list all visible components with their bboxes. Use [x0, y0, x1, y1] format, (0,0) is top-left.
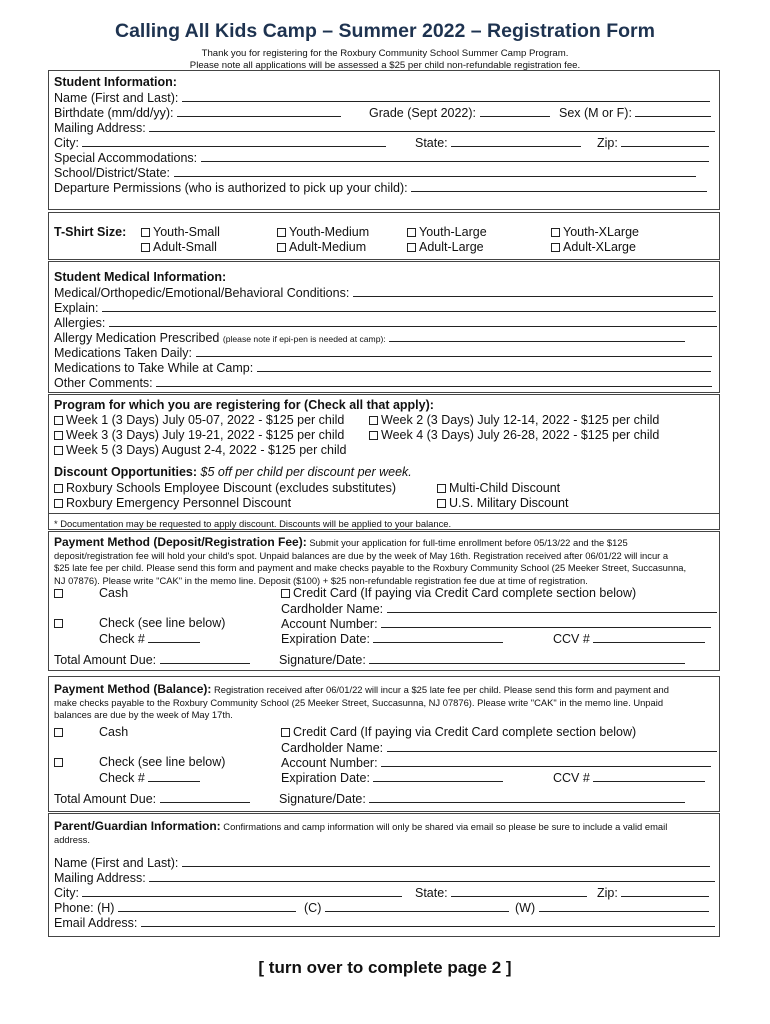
tshirt-youth-xlarge[interactable]: Youth-XLarge	[551, 225, 639, 240]
deposit-cash-label: Cash	[99, 586, 129, 600]
other-comments-field[interactable]	[156, 375, 712, 387]
tshirt-adult-xlarge[interactable]: Adult-XLarge	[551, 240, 636, 255]
checkbox-icon	[54, 728, 63, 737]
guardian-instructions: Parent/Guardian Information: Confirmations and camp information will only be shared via email so please be sure to include a valid email address.	[54, 819, 668, 845]
allergy-med-field[interactable]	[389, 330, 685, 342]
checkbox-icon	[551, 228, 560, 237]
tshirt-youth-medium[interactable]: Youth-Medium	[277, 225, 369, 240]
checkbox-icon	[54, 589, 63, 598]
week-2-option[interactable]: Week 2 (3 Days) July 12-14, 2022 - $125 per child	[369, 413, 659, 428]
checkbox-icon	[54, 416, 63, 425]
grade-label: Grade (Sept 2022):	[369, 106, 477, 120]
checkbox-icon	[277, 228, 286, 237]
tshirt-adult-small[interactable]: Adult-Small	[141, 240, 217, 255]
balance-total-label: Total Amount Due:	[54, 792, 157, 806]
mailing-address-label: Mailing Address:	[54, 121, 146, 135]
departure-field[interactable]	[411, 180, 707, 192]
guardian-heading: Parent/Guardian Information:	[54, 819, 221, 833]
checkbox-icon	[437, 484, 446, 493]
deposit-credit-option[interactable]: Credit Card (If paying via Credit Card complete section below)	[281, 586, 636, 601]
deposit-account-field[interactable]	[381, 616, 711, 628]
balance-check-num-label: Check #	[99, 771, 145, 785]
checkbox-icon	[54, 484, 63, 493]
medical-heading: Student Medical Information:	[54, 270, 227, 284]
tshirt-section	[48, 212, 720, 260]
sex-label: Sex (M or F):	[559, 106, 632, 120]
sex-field[interactable]	[635, 105, 711, 117]
deposit-signature-field[interactable]	[369, 652, 685, 664]
guardian-city-label: City:	[54, 886, 79, 900]
guardian-mailing-field[interactable]	[149, 870, 715, 882]
allergies-label: Allergies:	[54, 316, 106, 330]
deposit-account-label: Account Number:	[281, 617, 378, 631]
conditions-field[interactable]	[353, 285, 713, 297]
balance-check-num-field[interactable]	[148, 770, 200, 782]
balance-cash-option[interactable]	[54, 725, 66, 740]
guardian-name-label: Name (First and Last):	[54, 856, 179, 870]
guardian-city-field[interactable]	[82, 885, 402, 897]
turn-over-note: [ turn over to complete page 2 ]	[258, 958, 512, 977]
state-label: State:	[415, 136, 448, 150]
city-field[interactable]	[82, 135, 386, 147]
phone-home-field[interactable]	[118, 900, 296, 912]
student-name-label: Name (First and Last):	[54, 91, 179, 105]
allergy-med-label: Allergy Medication Prescribed	[54, 331, 220, 345]
other-comments-label: Other Comments:	[54, 376, 153, 390]
checkbox-icon	[141, 243, 150, 252]
checkbox-icon	[369, 416, 378, 425]
camp-meds-field[interactable]	[257, 360, 711, 372]
deposit-total-field[interactable]	[160, 652, 250, 664]
city-label: City:	[54, 136, 79, 150]
checkbox-icon	[54, 431, 63, 440]
balance-total-field[interactable]	[160, 791, 250, 803]
balance-payment-section	[48, 676, 720, 812]
program-heading: Program for which you are registering for (Check all that apply):	[54, 398, 434, 412]
phone-work-field[interactable]	[539, 900, 709, 912]
subtitle-2: Please note all applications will be assessed a $25 per child non-refundable registration fee.	[189, 60, 581, 71]
balance-signature-field[interactable]	[369, 791, 685, 803]
birthdate-field[interactable]	[177, 105, 341, 117]
guardian-section	[48, 813, 720, 937]
phone-home-label: Phone: (H)	[54, 901, 115, 915]
guardian-name-field[interactable]	[182, 855, 710, 867]
balance-expiration-label: Expiration Date:	[281, 771, 370, 785]
conditions-label: Medical/Orthopedic/Emotional/Behavioral Conditions:	[54, 286, 350, 300]
email-field[interactable]	[141, 915, 715, 927]
zip-label: Zip:	[597, 136, 618, 150]
balance-heading: Payment Method (Balance):	[54, 682, 212, 696]
discount-footnote: * Documentation may be requested to apply discount. Discounts will be applied to your balance.	[54, 518, 452, 529]
deposit-check-num-field[interactable]	[148, 631, 200, 643]
birthdate-label: Birthdate (mm/dd/yy):	[54, 106, 174, 120]
phone-cell-label: (C)	[304, 901, 322, 915]
deposit-instructions: Payment Method (Deposit/Registration Fee): Submit your application for full-time enrollment before 05/13/22 and the $125 deposit/registration fee will hold your child's spot. Unpaid balances are due by the week of May 16th. Registration received after 06/01/22 will incur a $25 late fee per child. Please send this form and payment and make checks payable to the Roxbury Community School (25 Meeker Street, Succasunna, NJ 07876). Please write "CAK" in the memo line. Deposit ($100) + $25 non-refundable registration fee due at time of registration.	[54, 535, 687, 586]
military-discount-option[interactable]: U.S. Military Discount	[437, 496, 568, 511]
multi-child-discount-option[interactable]: Multi-Child Discount	[437, 481, 560, 496]
explain-field[interactable]	[102, 300, 716, 312]
deposit-cardholder-label: Cardholder Name:	[281, 602, 384, 616]
guardian-zip-field[interactable]	[621, 885, 709, 897]
deposit-expiration-label: Expiration Date:	[281, 632, 370, 646]
school-label: School/District/State:	[54, 166, 171, 180]
special-accommodations-label: Special Accommodations:	[54, 151, 198, 165]
checkbox-icon	[437, 499, 446, 508]
checkbox-icon	[281, 728, 290, 737]
deposit-check-label: Check (see line below)	[99, 616, 226, 630]
balance-account-field[interactable]	[381, 755, 711, 767]
medical-section	[48, 261, 720, 393]
week-1-option[interactable]: Week 1 (3 Days) July 05-07, 2022 - $125 per child	[54, 413, 344, 428]
deposit-cash-option[interactable]	[54, 586, 66, 601]
deposit-expiration-field[interactable]	[373, 631, 503, 643]
week-5-option[interactable]: Week 5 (3 Days) August 2-4, 2022 - $125 per child	[54, 443, 346, 458]
checkbox-icon	[407, 243, 416, 252]
balance-credit-option[interactable]: Credit Card (If paying via Credit Card complete section below)	[281, 725, 636, 740]
deposit-heading: Payment Method (Deposit/Registration Fee):	[54, 535, 307, 549]
deposit-cardholder-field[interactable]	[387, 601, 717, 613]
deposit-ccv-label: CCV #	[553, 632, 590, 646]
checkbox-icon	[369, 431, 378, 440]
balance-ccv-label: CCV #	[553, 771, 590, 785]
daily-meds-field[interactable]	[196, 345, 712, 357]
balance-signature-label: Signature/Date:	[279, 792, 366, 806]
balance-cardholder-label: Cardholder Name:	[281, 741, 384, 755]
discount-note: $5 off per child per discount per week.	[200, 465, 412, 479]
discount-heading: Discount Opportunities:	[54, 465, 198, 479]
balance-expiration-field[interactable]	[373, 770, 503, 782]
deposit-ccv-field[interactable]	[593, 631, 705, 643]
phone-work-label: (W)	[515, 901, 536, 915]
tshirt-adult-medium[interactable]: Adult-Medium	[277, 240, 366, 255]
tshirt-label: T-Shirt Size:	[54, 225, 127, 239]
phone-cell-field[interactable]	[325, 900, 509, 912]
guardian-state-field[interactable]	[451, 885, 587, 897]
balance-cardholder-field[interactable]	[387, 740, 717, 752]
checkbox-icon	[54, 446, 63, 455]
checkbox-icon	[54, 499, 63, 508]
balance-ccv-field[interactable]	[593, 770, 705, 782]
departure-label: Departure Permissions (who is authorized to pick up your child):	[54, 181, 408, 195]
deposit-check-option[interactable]	[54, 616, 66, 631]
guardian-mailing-label: Mailing Address:	[54, 871, 146, 885]
mailing-address-field[interactable]	[149, 120, 715, 132]
checkbox-icon	[54, 758, 63, 767]
week-4-option[interactable]: Week 4 (3 Days) July 26-28, 2022 - $125 per child	[369, 428, 659, 443]
allergies-field[interactable]	[109, 315, 717, 327]
subtitle-1: Thank you for registering for the Roxbury Community School Summer Camp Program.	[201, 48, 569, 59]
allergy-note: (please note if epi-pen is needed at camp):	[222, 334, 386, 344]
employee-discount-option[interactable]: Roxbury Schools Employee Discount (excludes substitutes)	[54, 481, 396, 496]
student-name-field[interactable]	[182, 90, 710, 102]
deposit-check-num-label: Check #	[99, 632, 145, 646]
student-info-section	[48, 70, 720, 210]
email-label: Email Address:	[54, 916, 138, 930]
balance-check-option[interactable]	[54, 755, 66, 770]
deposit-signature-label: Signature/Date:	[279, 653, 366, 667]
special-accommodations-field[interactable]	[201, 150, 709, 162]
balance-account-label: Account Number:	[281, 756, 378, 770]
checkbox-icon	[281, 589, 290, 598]
program-section	[48, 394, 720, 530]
page-title: Calling All Kids Camp – Summer 2022 – Registration Form	[114, 20, 655, 42]
camp-meds-label: Medications to Take While at Camp:	[54, 361, 254, 375]
deposit-total-label: Total Amount Due:	[54, 653, 157, 667]
week-3-option[interactable]: Week 3 (3 Days) July 19-21, 2022 - $125 per child	[54, 428, 344, 443]
checkbox-icon	[407, 228, 416, 237]
checkbox-icon	[277, 243, 286, 252]
zip-field[interactable]	[621, 135, 709, 147]
checkbox-icon	[54, 619, 63, 628]
tshirt-adult-large[interactable]: Adult-Large	[407, 240, 484, 255]
guardian-state-label: State:	[415, 886, 448, 900]
daily-meds-label: Medications Taken Daily:	[54, 346, 193, 360]
school-field[interactable]	[174, 165, 696, 177]
balance-cash-label: Cash	[99, 725, 129, 739]
balance-check-label: Check (see line below)	[99, 755, 226, 769]
student-info-heading: Student Information:	[54, 75, 177, 89]
emergency-discount-option[interactable]: Roxbury Emergency Personnel Discount	[54, 496, 291, 511]
grade-field[interactable]	[480, 105, 550, 117]
guardian-zip-label: Zip:	[597, 886, 618, 900]
tshirt-youth-small[interactable]: Youth-Small	[141, 225, 220, 240]
state-field[interactable]	[451, 135, 581, 147]
balance-instructions: Payment Method (Balance): Registration received after 06/01/22 will incur a $25 late fee per child. Please send this form and payment and make checks payable to the Roxbury Community School (25 Meeker Street, Succasunna, NJ 07876). Please write "CAK" in the memo line. Unpaid balances are due by the week of May 17th.	[54, 682, 669, 720]
deposit-payment-section	[48, 531, 720, 671]
checkbox-icon	[141, 228, 150, 237]
explain-label: Explain:	[54, 301, 99, 315]
checkbox-icon	[551, 243, 560, 252]
tshirt-youth-large[interactable]: Youth-Large	[407, 225, 487, 240]
